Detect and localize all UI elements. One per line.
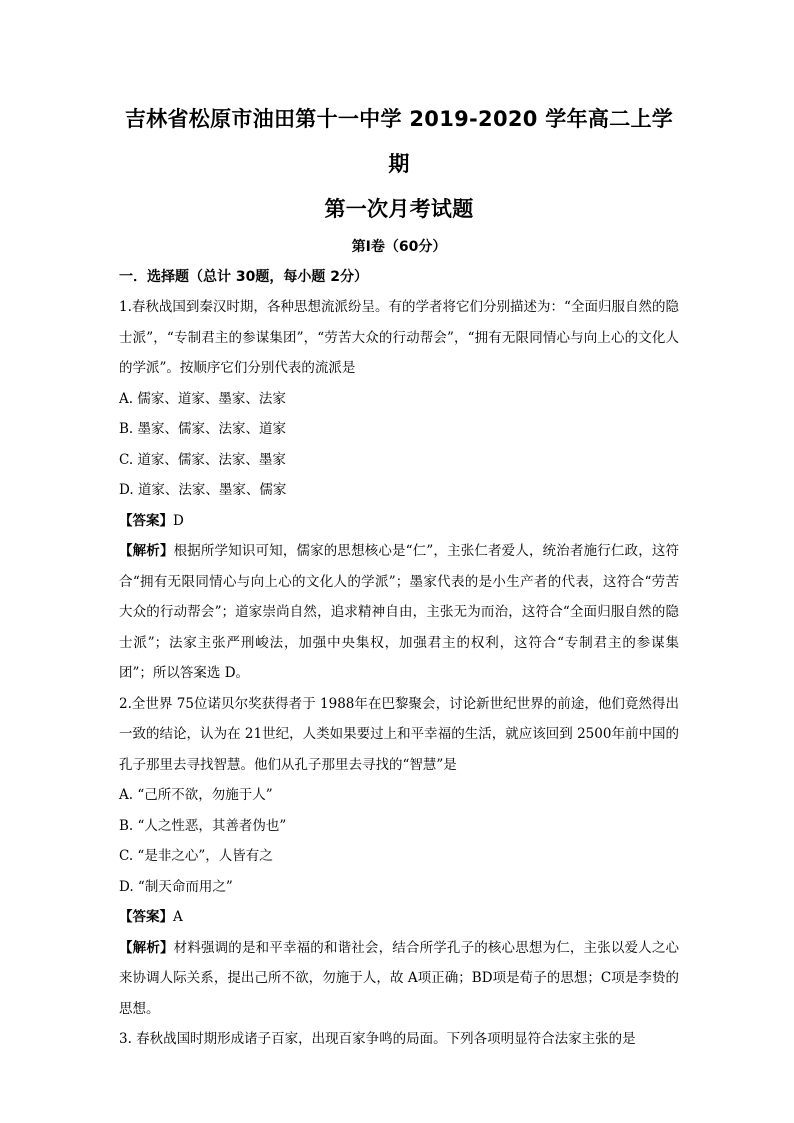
question-1-option-d: D. 道家、法家、墨家、儒家	[119, 482, 287, 498]
question-1-option-a: A. 儒家、道家、墨家、法家	[119, 390, 286, 407]
question-2-option-b: B. “人之性恶，其善者伪也”	[119, 817, 287, 834]
part-heading: 第Ⅰ卷（60分）	[351, 239, 447, 255]
answer-label: 【答案】	[119, 512, 173, 529]
question-2-answer	[119, 902, 679, 933]
question-2-option-d: D. “制天命而用之”	[119, 878, 233, 895]
analysis-text: 材料强调的是和平幸福的和谐社会，结合所学孔子的核心思想为仁，主张以爱人之心来协调人际关系，提出己所不欲，勿施于人，故 A项正确；BD项是荀子的思想；C项是李贽的思想。	[119, 939, 680, 1017]
question-2-analysis	[119, 933, 679, 1025]
question-1-option-b: B. 墨家、儒家、法家、道家	[119, 421, 287, 437]
question-1-option-c: C. 道家、儒家、法家、墨家	[119, 451, 286, 468]
question-2-option-a: A. “己所不欲，勿施于人”	[119, 787, 273, 803]
question-1-analysis	[119, 536, 679, 689]
analysis-label: 【解析】	[119, 543, 174, 559]
document-title-line2: 第一次月考试题	[324, 197, 474, 221]
question-2-stem: 2.全世界 75位诺贝尔奖获得者于 1988年在巴黎聚会，讨论新世纪世界的前途，他们竟然得出一致的结论，认为在 21世纪，人类如果要过上和平幸福的生活，就应该回到 2500年前中国的孔子那里去寻找智慧。他们从孔子那里去寻找的“智慧”是	[119, 695, 679, 773]
question-2-option-c: C. “是非之心”，人皆有之	[119, 848, 273, 864]
analysis-text: 根据所学知识可知，儒家的思想核心是“仁”，主张仁者爱人，统治者施行仁政，这符合“拥有无限同情心与向上心的文化人的学派”；墨家代表的是小生产者的代表，这符合“劳苦大众的行动帮会”；道家崇尚自然，追求精神自由，主张无为而治，这符合“全面归服自然的隐士派”；法家主张严刑峻法，加强中央集权，加强君主的权利，这符合“专制君主的参谋集团”；所以答案选 D。	[119, 543, 679, 681]
section-heading: 一．选择题（总计 30题，每小题 2分）	[119, 269, 368, 285]
analysis-label: 【解析】	[119, 939, 174, 956]
document-body	[119, 97, 679, 1055]
document-title-line1: 吉林省松原市油田第十一中学 2019-2020 学年高二上学期	[124, 107, 674, 176]
question-1-answer	[119, 506, 679, 537]
answer-value: D	[173, 512, 184, 529]
answer-label: 【答案】	[119, 909, 173, 925]
question-3-stem: 3. 春秋战国时期形成诸子百家，出现百家争鸣的局面。下列各项明显符合法家主张的是	[119, 1031, 636, 1047]
answer-value: A	[173, 909, 183, 925]
question-1-stem: 1.春秋战国到秦汉时期，各种思想流派纷呈。有的学者将它们分别描述为：“全面归服自然的隐士派”，“专制君主的参谋集团”，“劳苦大众的行动帮会”，“拥有无限同情心与向上心的文化人的学派”。按顺序它们分别代表的流派是	[119, 299, 679, 376]
